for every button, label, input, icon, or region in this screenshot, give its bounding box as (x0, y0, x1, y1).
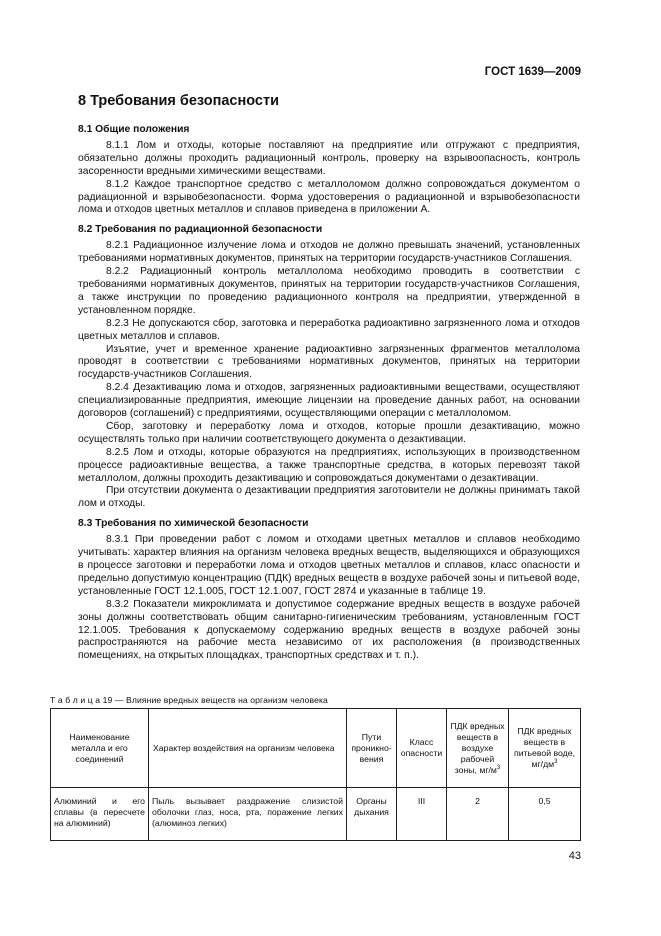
table-caption: Т а б л и ц а 19 — Влияние вредных веществ на организм человека (50, 695, 328, 705)
paragraph-8-1-2: 8.1.2 Каждое транспортное средство с металлоломом должно сопровождаться документом о радиационной и взрывобезопасности. Форма удостоверения о радиационной и взрывобезопасности лома и отходов цветных металлов и сплавов приведена в приложении А. (78, 178, 580, 216)
header-effect: Характер воздействия на организм человека (149, 709, 347, 788)
paragraph-8-2-2: 8.2.2 Радиационный контроль металлолома необходимо проводить в соответствии с требованиями нормативных документов, принятых на территории государств-участников Соглашения, а также инструкции по проведению радиационного контроля на предприятии, утвержденной в установленном порядке. (78, 266, 580, 316)
paragraph-8-3-1: 8.3.1 При проведении работ с ломом и отходами цветных металлов и сплавов необходимо учитывать: характер влияния на организм человека вредных веществ, выделяющихся и образующихся в процессе заготовки и переработки лома и отходов цветных металлов и сплавов, класс опасности и предельно допустимую концентрацию (ПДК) вредных веществ в воздухе рабочей зоны и питьевой воде, установленные ГОСТ 12.1.005, ГОСТ 12.1.007, ГОСТ 2874 и указанные в таблице 19. (78, 534, 580, 597)
cell-name: Алюминий и его сплавы (в пересчете на алюминий) (51, 788, 149, 841)
paragraph-8-1-1: 8.1.1 Лом и отходы, которые поставляют на предприятие или отгружают с предприятия, обязательно должны проходить радиационный контроль, проверку на взрывоопасность, контроль засоренности вредными химическими веществами. (78, 139, 580, 177)
header-pdk-air (447, 709, 509, 788)
cell-pdk-air: 2 (447, 788, 509, 841)
header-pdk-air-exp: 3 (496, 764, 501, 771)
header-class: Класс опасности (397, 709, 447, 788)
paragraph-8-2-3: 8.2.3 Не допускаются сбор, заготовка и переработка радиоактивно загрязненного лома и отходов цветных металлов и сплавов. (78, 317, 580, 342)
table-header-row (51, 709, 581, 788)
paragraph-8-2-4-b: Сбор, заготовку и переработку лома и отходов, которые прошли дезактивацию, можно осуществлять только при наличии соответствующего документа о дезактивации. (78, 420, 580, 445)
header-pdk-water-exp: 3 (554, 759, 558, 766)
cell-class: III (397, 788, 447, 841)
subsection-title-8-1: 8.1 Общие положения (78, 124, 190, 135)
header-pdk-water (509, 709, 581, 788)
header-routes: Пути проникно-вения (347, 709, 397, 788)
section-body (78, 124, 580, 663)
paragraph-8-2-5-b: При отсутствии документа о дезактивации предприятия заготовители не должны принимать такой лом и отходы. (78, 485, 580, 510)
subsection-title-8-3: 8.3 Требования по химической безопасности (78, 518, 309, 530)
cell-routes: Органы дыхания (347, 788, 397, 841)
paragraph-8-2-1: 8.2.1 Радиационное излучение лома и отходов не должно превышать значений, установленных требованиями нормативных документов, принятых на территории государств-участников Соглашения. (78, 240, 580, 265)
cell-pdk-water: 0,5 (509, 788, 581, 841)
paragraph-8-3-2: 8.3.2 Показатели микроклимата и допустимое содержание вредных веществ в воздухе рабочей зоны должны соответствовать общим санитарно-гигиеническим требованиям, установленным ГОСТ 12.1.005. Требования к допускаемому содержанию вредных веществ в воздухе рабочей зоны распространяются на рабочие места независимо от их расположения (в производственных помещениях, на открытых площадках, транспортных средствах и т. п.). (78, 598, 580, 662)
cell-effect: Пыль вызывает раздражение слизистой оболочки глаз, носа, рта, поражение легких (алюминоз легких) (149, 788, 347, 841)
table-row (51, 788, 581, 841)
paragraph-8-2-3-b: Изъятие, учет и временное хранение радиоактивно загрязненных фрагментов металлолома проводят в соответствии с требованиями нормативных документов, принятых на территории государств-участников Соглашения. (78, 343, 580, 381)
section-title: 8 Требования безопасности (78, 93, 280, 109)
hazard-table (50, 708, 581, 841)
header-pdk-air-text: ПДК вредных веществ в воздухе рабочей зоны, мг/м (450, 720, 505, 775)
standard-designation: ГОСТ 1639—2009 (484, 66, 581, 78)
header-name: Наименование металла и его соединений (51, 709, 149, 788)
paragraph-8-2-5: 8.2.5 Лом и отходы, которые образуются на предприятиях, использующих в производственном процессе радиоактивные вещества, а также транспортные средства, в которых перевозят такой металлолом, должны проходить дезактивацию и сопровождаться документами о дезактивации. (78, 446, 580, 484)
subsection-title-8-2: 8.2 Требования по радиационной безопасности (78, 224, 323, 236)
header-pdk-water-text: ПДК вредных веществ в питьевой воде, мг/дм (514, 726, 575, 769)
page-number: 43 (568, 850, 581, 862)
paragraph-8-2-4: 8.2.4 Дезактивацию лома и отходов, загрязненных радиоактивными веществами, осуществляют специализированные предприятия, имеющие лицензии на проведение данных работ, на основании договоров (соглашений) с предприятиями, осуществляющими операции с металлоломом. (78, 382, 580, 420)
